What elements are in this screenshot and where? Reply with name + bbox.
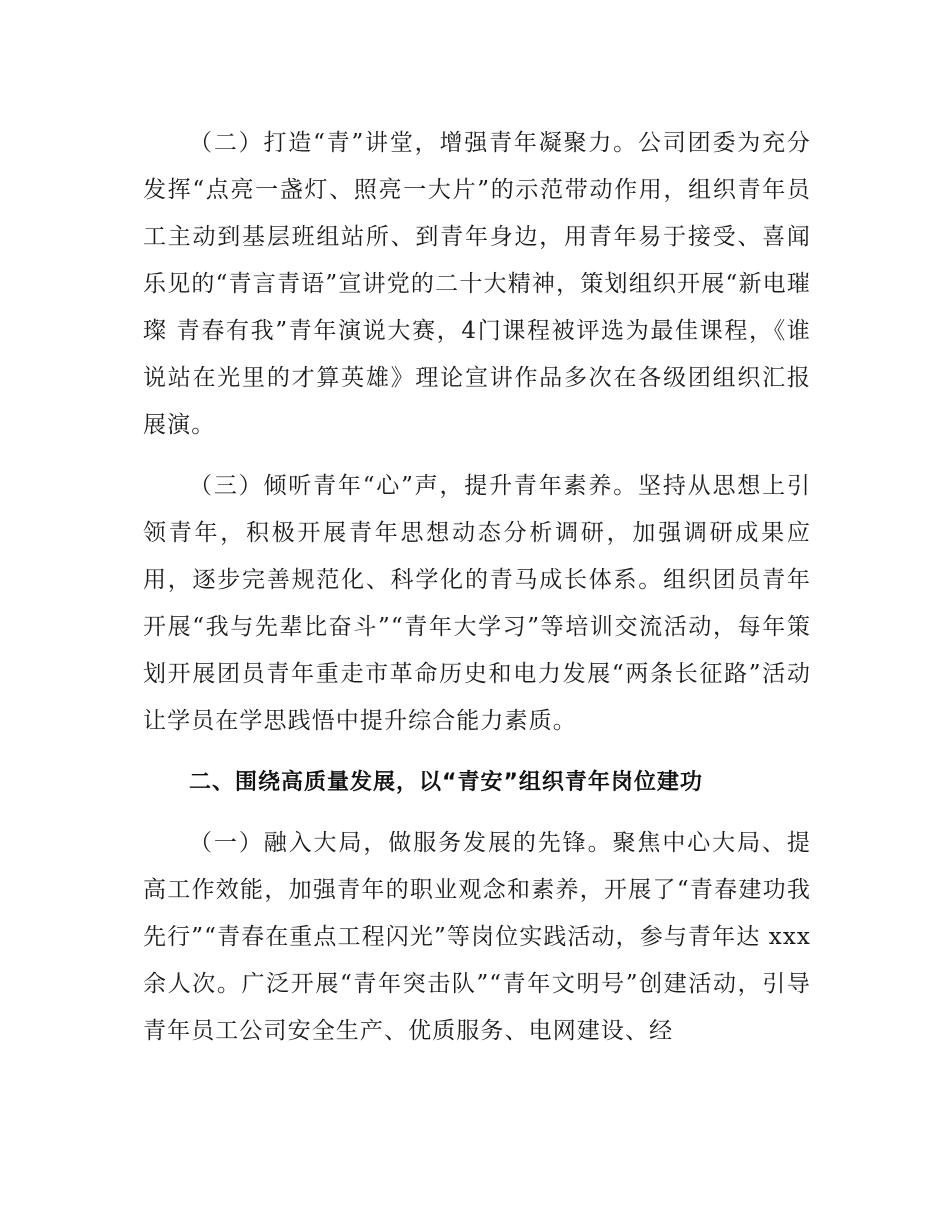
paragraph-integrate-overall: （一）融入大局，做服务发展的先锋。聚焦中心大局、提高工作效能，加强青年的职业观念和素养，开展了“青春建功我先行”“青春在重点工程闪光”等岗位实践活动，参与青年达 xxx 余人次。广泛开展“青年突击队”“青年文明号”创建活动，引导青年员工公司安全生产、优质服务、电网建设、经	[143, 830, 811, 1044]
section-heading: 二、围绕高质量发展，以“青安”组织青年岗位建功	[189, 770, 703, 795]
paragraph-listen-to-youth: （三）倾听青年“心”声，提升青年素养。坚持从思想上引领青年，积极开展青年思想动态分析调研，加强调研成果应用，逐步完善规范化、科学化的青马成长体系。组织团员青年开展“我与先辈比奋斗”“青年大学习”等培训交流活动，每年策划开展团员青年重走市革命历史和电力发展“两条长征路”活动让学员在学思践悟中提升综合能力素质。	[143, 473, 811, 734]
paragraph-spacer	[143, 449, 811, 463]
paragraph-youth-lecture-hall: （二）打造“青”讲堂，增强青年凝聚力。公司团委为充分发挥“点亮一盏灯、照亮一大片”的示范带动作用，组织青年员工主动到基层班组站所、到青年身边，用青年易于接受、喜闻乐见的“青言青语”宣讲党的二十大精神，策划组织开展“新电璀璨 青春有我”青年演说大赛，4门课程被评选为最佳课程，《谁说站在光里的才算英雄》理论宣讲作品多次在各级团组织汇报展演。	[143, 130, 811, 438]
paragraph-spacer	[143, 806, 811, 820]
document-body	[143, 120, 811, 1055]
paragraph-spacer	[143, 745, 811, 759]
